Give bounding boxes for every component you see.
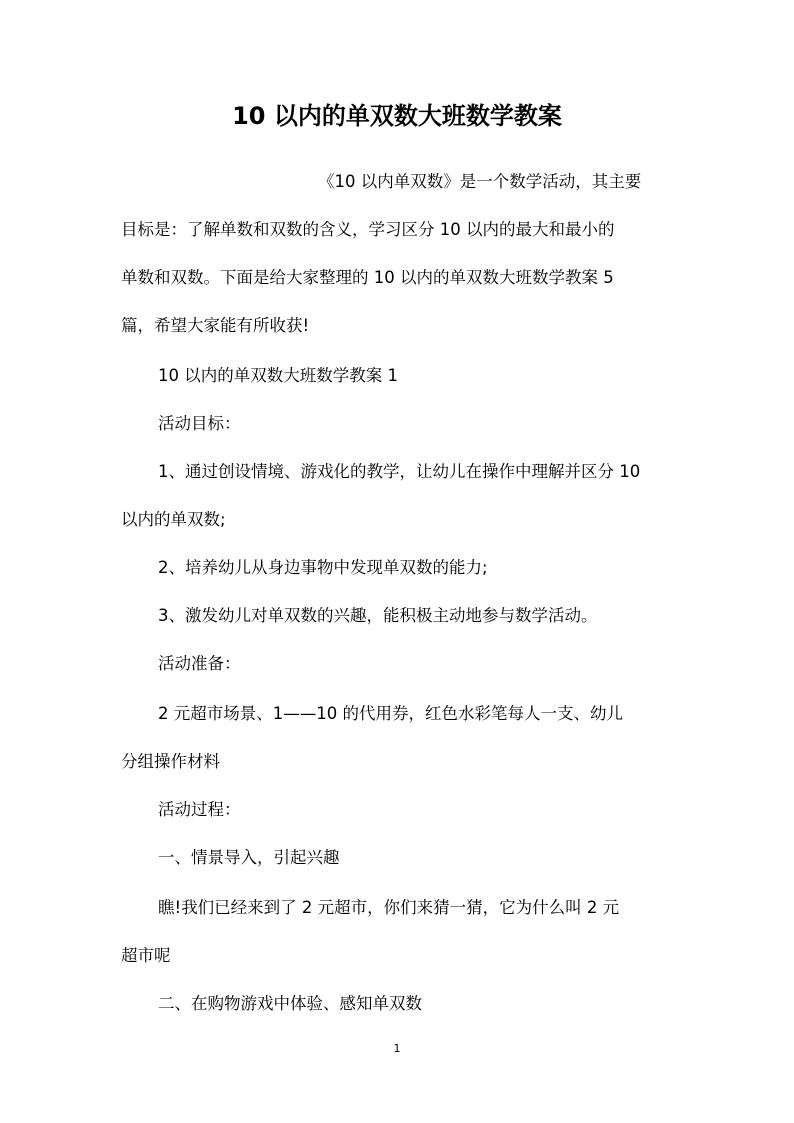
paragraph-line: 以内的单双数;: [121, 510, 226, 529]
paragraph-line: 活动准备：: [158, 654, 241, 673]
paragraph-line: 单数和双数。下面是给大家整理的 10 以内的单双数大班数学教案 5: [121, 268, 614, 287]
paragraph-line: 2、培养幼儿从身边事物中发现单双数的能力;: [158, 558, 488, 577]
paragraph-line: 2 元超市场景、1——10 的代用券，红色水彩笔每人一支、幼儿: [158, 704, 623, 723]
paragraph-line: 《10 以内单双数》是一个数学活动，其主要: [318, 172, 642, 191]
section-heading: 10 以内的单双数大班数学教案 1: [158, 366, 398, 385]
paragraph-line: 篇，希望大家能有所收获!: [121, 316, 310, 335]
paragraph-line: 目标是：了解单数和双数的含义，学习区分 10 以内的最大和最小的: [121, 220, 615, 239]
paragraph-line: 活动过程：: [158, 800, 241, 819]
paragraph-line: 分组操作材料: [121, 752, 220, 771]
page-number: 1: [393, 1042, 401, 1055]
paragraph-line: 一、情景导入，引起兴趣: [158, 848, 340, 867]
paragraph-line: 二、在购物游戏中体验、感知单双数: [158, 994, 422, 1013]
paragraph-line: 超市呢: [121, 946, 171, 965]
paragraph-line: 瞧!我们已经来到了 2 元超市，你们来猜一猜，它为什么叫 2 元: [158, 898, 620, 917]
paragraph-line: 1、通过创设情境、游戏化的教学，让幼儿在操作中理解并区分 10: [158, 462, 641, 481]
paragraph-line: 3、激发幼儿对单双数的兴趣，能积极主动地参与数学活动。: [158, 606, 598, 625]
paragraph-line: 活动目标：: [158, 414, 241, 433]
document-title: 10 以内的单双数大班数学教案: [232, 102, 562, 130]
